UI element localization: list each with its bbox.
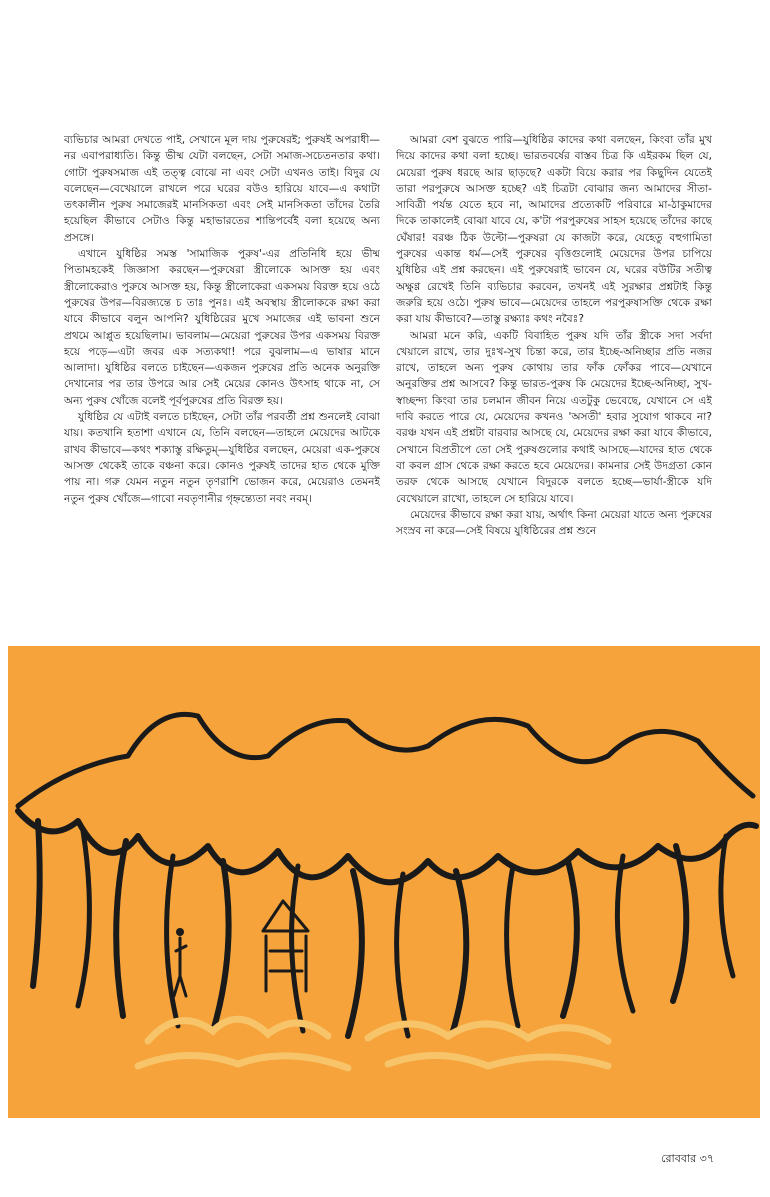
paragraph: আমরা বেশ বুঝতে পারি—যুধিষ্ঠির কাদের কথা বলছেন, কিংবা তাঁর মুখ দিয়ে কাদের কথা বলা হচ্ছে। ভারতবর্ষের বাস্তব চিত্র কি এইরকম ছিল যে, মেয়েরা পুরুষ ধরছে আর ছাড়ছে? একটা বিয়ে করার পর কিছুদিন যেতেই তারা পরপুরুষে আসক্ত হচ্ছে? এই চিত্রটা বোঝার জন্য আমাদের সীতা-সাবিত্রী পর্যন্ত যেতে হবে না, আমাদের প্রত্যেকটি পরিবারে মা-ঠাকুমাদের দিকে তাকালেই বোঝা যাবে যে, ক'টা পরপুরুষের সাহস হয়েছে তাঁদের কাছে ঘেঁষার! বরঞ্চ ঠিক উল্টো—পুরুষরা যে কাজটা করে, যেহেতু বহুগামিতা পুরুষের একান্ত ধর্ম—সেই পুরুষের বৃত্তিগুলোই মেয়েদের উপর চাপিয়ে যুধিষ্ঠির এই প্রশ্ন করছেন। এই পুরুষেরাই ভাবেন যে, ঘরের বউটির সতীত্ব অক্ষুণ্ণ রেখেই তিনি ব্যভিচার করবেন, তখনই এই সুরক্ষার প্রশ্নটাই কিন্তু জরুরি হয়ে ওঠে। পুরুষ ভাবে—মেয়েদের তাহলে পরপুরুষাসক্তি থেকে রক্ষা করা যায় কীভাবে?—তাস্তু রক্ষ্যাঃ কথং নবৈঃ? [396,134,712,326]
tent-illustration [8,646,760,1118]
paragraph: আমরা মনে করি, একটি বিবাহিত পুরুষ যদি তাঁর স্ত্রীকে সদা সর্বদা খেয়ালে রাখে, তার দুঃখ-সুখ চিন্তা করে, তার ইচ্ছে-অনিচ্ছার প্রতি নজর রাখে, তাহলে অন্য পুরুষ কোথায় তার ফাঁক ফোঁকর পাবে—যেখানে অনুরক্তির প্রশ্ন আসবে? কিন্তু ভারত-পুরুষ কি মেয়েদের ইচ্ছে-অনিচ্ছা, সুখ-স্বাচ্ছন্দ্য কিংবা তার চলমান জীবন নিয়ে এতটুকু ভেবেছে, যেখানে সে এই দাবি করতে পারে যে, মেয়েদের কখনও 'অসতী' হবার সুযোগ থাকবে না? বরঞ্চ যখন এই প্রশ্নটা বারবার আসছে যে, মেয়েদের রক্ষা করা যাবে কীভাবে, সেখানে বিপ্রতীপে তো সেই পুরুষগুলোর কথাই আসছে—যাদের হাত থেকে বা কবল গ্রাস থেকে রক্ষা করতে হবে মেয়েদের। কামনার সেই উদগ্রতা কোন তরফ থেকে আসছে যেখানে বিদুরকে বলতে হচ্ছে—ভার্যা-স্ত্রীকে যদি বেখেয়ালে রাখো, তাহলে সে হারিয়ে যাবে। [396,329,712,505]
brush-drawing [8,646,760,1118]
right-column [396,132,712,630]
left-column [64,132,380,630]
paragraph: এখানে যুধিষ্ঠির সমস্ত 'সামাজিক পুরুষ'-এর প্রতিনিধি হয়ে ভীষ্ম পিতামহকেই জিজ্ঞাসা করছেন—পুরুষেরা স্ত্রীলোকে আসক্ত হয় এবং স্ত্রীলোকেরাও পুরুষে আসক্ত হয়, কিন্তু স্ত্রীলোকেরা একসময় বিরক্ত হয়ে ওঠে পুরুষের উপর—বিরজ্যন্তে চ তাঃ পুনঃ। এই অবস্থায় স্ত্রীলোককে রক্ষা করা যাবে কীভাবে বলুন আপনি? যুধিষ্ঠিরের মুখে সমাজের এই ভাবনা শুনে প্রথমে আপ্লুত হয়েছিলাম। ভাবলাম—মেয়েরা পুরুষের উপর একসময় বিরক্ত হয়ে পড়ে—এটা জবর এক সত্যকথা! পরে বুঝলাম—এ ভাষার মানে আলাদা। যুধিষ্ঠির বলতে চাইছেন—একজন পুরুষের প্রতি অনেক অনুরক্তি দেখানোর পর তার উপরে আর সেই মেয়ের কোনও উৎসাহ থাকে না, সে অন্য পুরুষ খোঁজে বলেই পূর্বপুরুষের প্রতি বিরক্ত হয়। [64,248,380,407]
paragraph: ব্যভিচার আমরা দেখতে পাই, সেখানে মূল দায় পুরুষেরই; পুরুষই অপরাধী—নর এবাপরাধ্যতি। কিন্তু ভীষ্ম যেটা বলছেন, সেটা সমাজ-সচেতনতার কথা। গোটা পুরুষসমাজ এই তত্ত্ব বোঝে না এবং সেটা এখনও তাই। বিদুর যে বলেছেন—বেখেয়ালে রাখলে পরে ঘরের বউও হারিয়ে যাবে—এ কথাটা তৎকালীন পুরুষ সমাজেরই মানসিকতা এবং সেই মানসিকতা তাঁদের তৈরি হয়েছিল কীভাবে সেটাও কিন্তু মহাভারতের শান্তিপর্বেই বলা হয়েছে অন্য প্রসঙ্গে। [64,134,380,244]
paragraph: যুধিষ্ঠির যে এটাই বলতে চাইছেন, সেটা তাঁর পরবর্তী প্রশ্ন শুনলেই বোঝা যায়। কতখানি হতাশা এখানে যে, তিনি বলছেন—তাহলে মেয়েদের আটকে রাখব কীভাবে—কথং শক্যাস্তু রক্ষিতুম্—যুধিষ্ঠির বলছেন, মেয়েরা এক-পুরুষে আসক্ত থেকেই তাকে বঞ্চনা করে। কোনও পুরুষই তাদের হাত থেকে মুক্তি পায় না। গরু যেমন নতুন নতুন তৃণরাশি ভোজন করে, মেয়েরাও তেমনই নতুন পুরুষ খোঁজে—গাবো নবতৃণানীর গৃহ্নন্ত্যেতা নবং নবম্। [64,411,380,505]
page-footer: রোববার ৩৭ [661,1152,714,1165]
paragraph: মেয়েদের কীভাবে রক্ষা করা যায়, অর্থাৎ কিনা মেয়েরা যাতে অন্য পুরুষের সংস্রব না করে—সেই বিষয়ে যুধিষ্ঠিরের প্রশ্ন শুনে [396,508,712,538]
